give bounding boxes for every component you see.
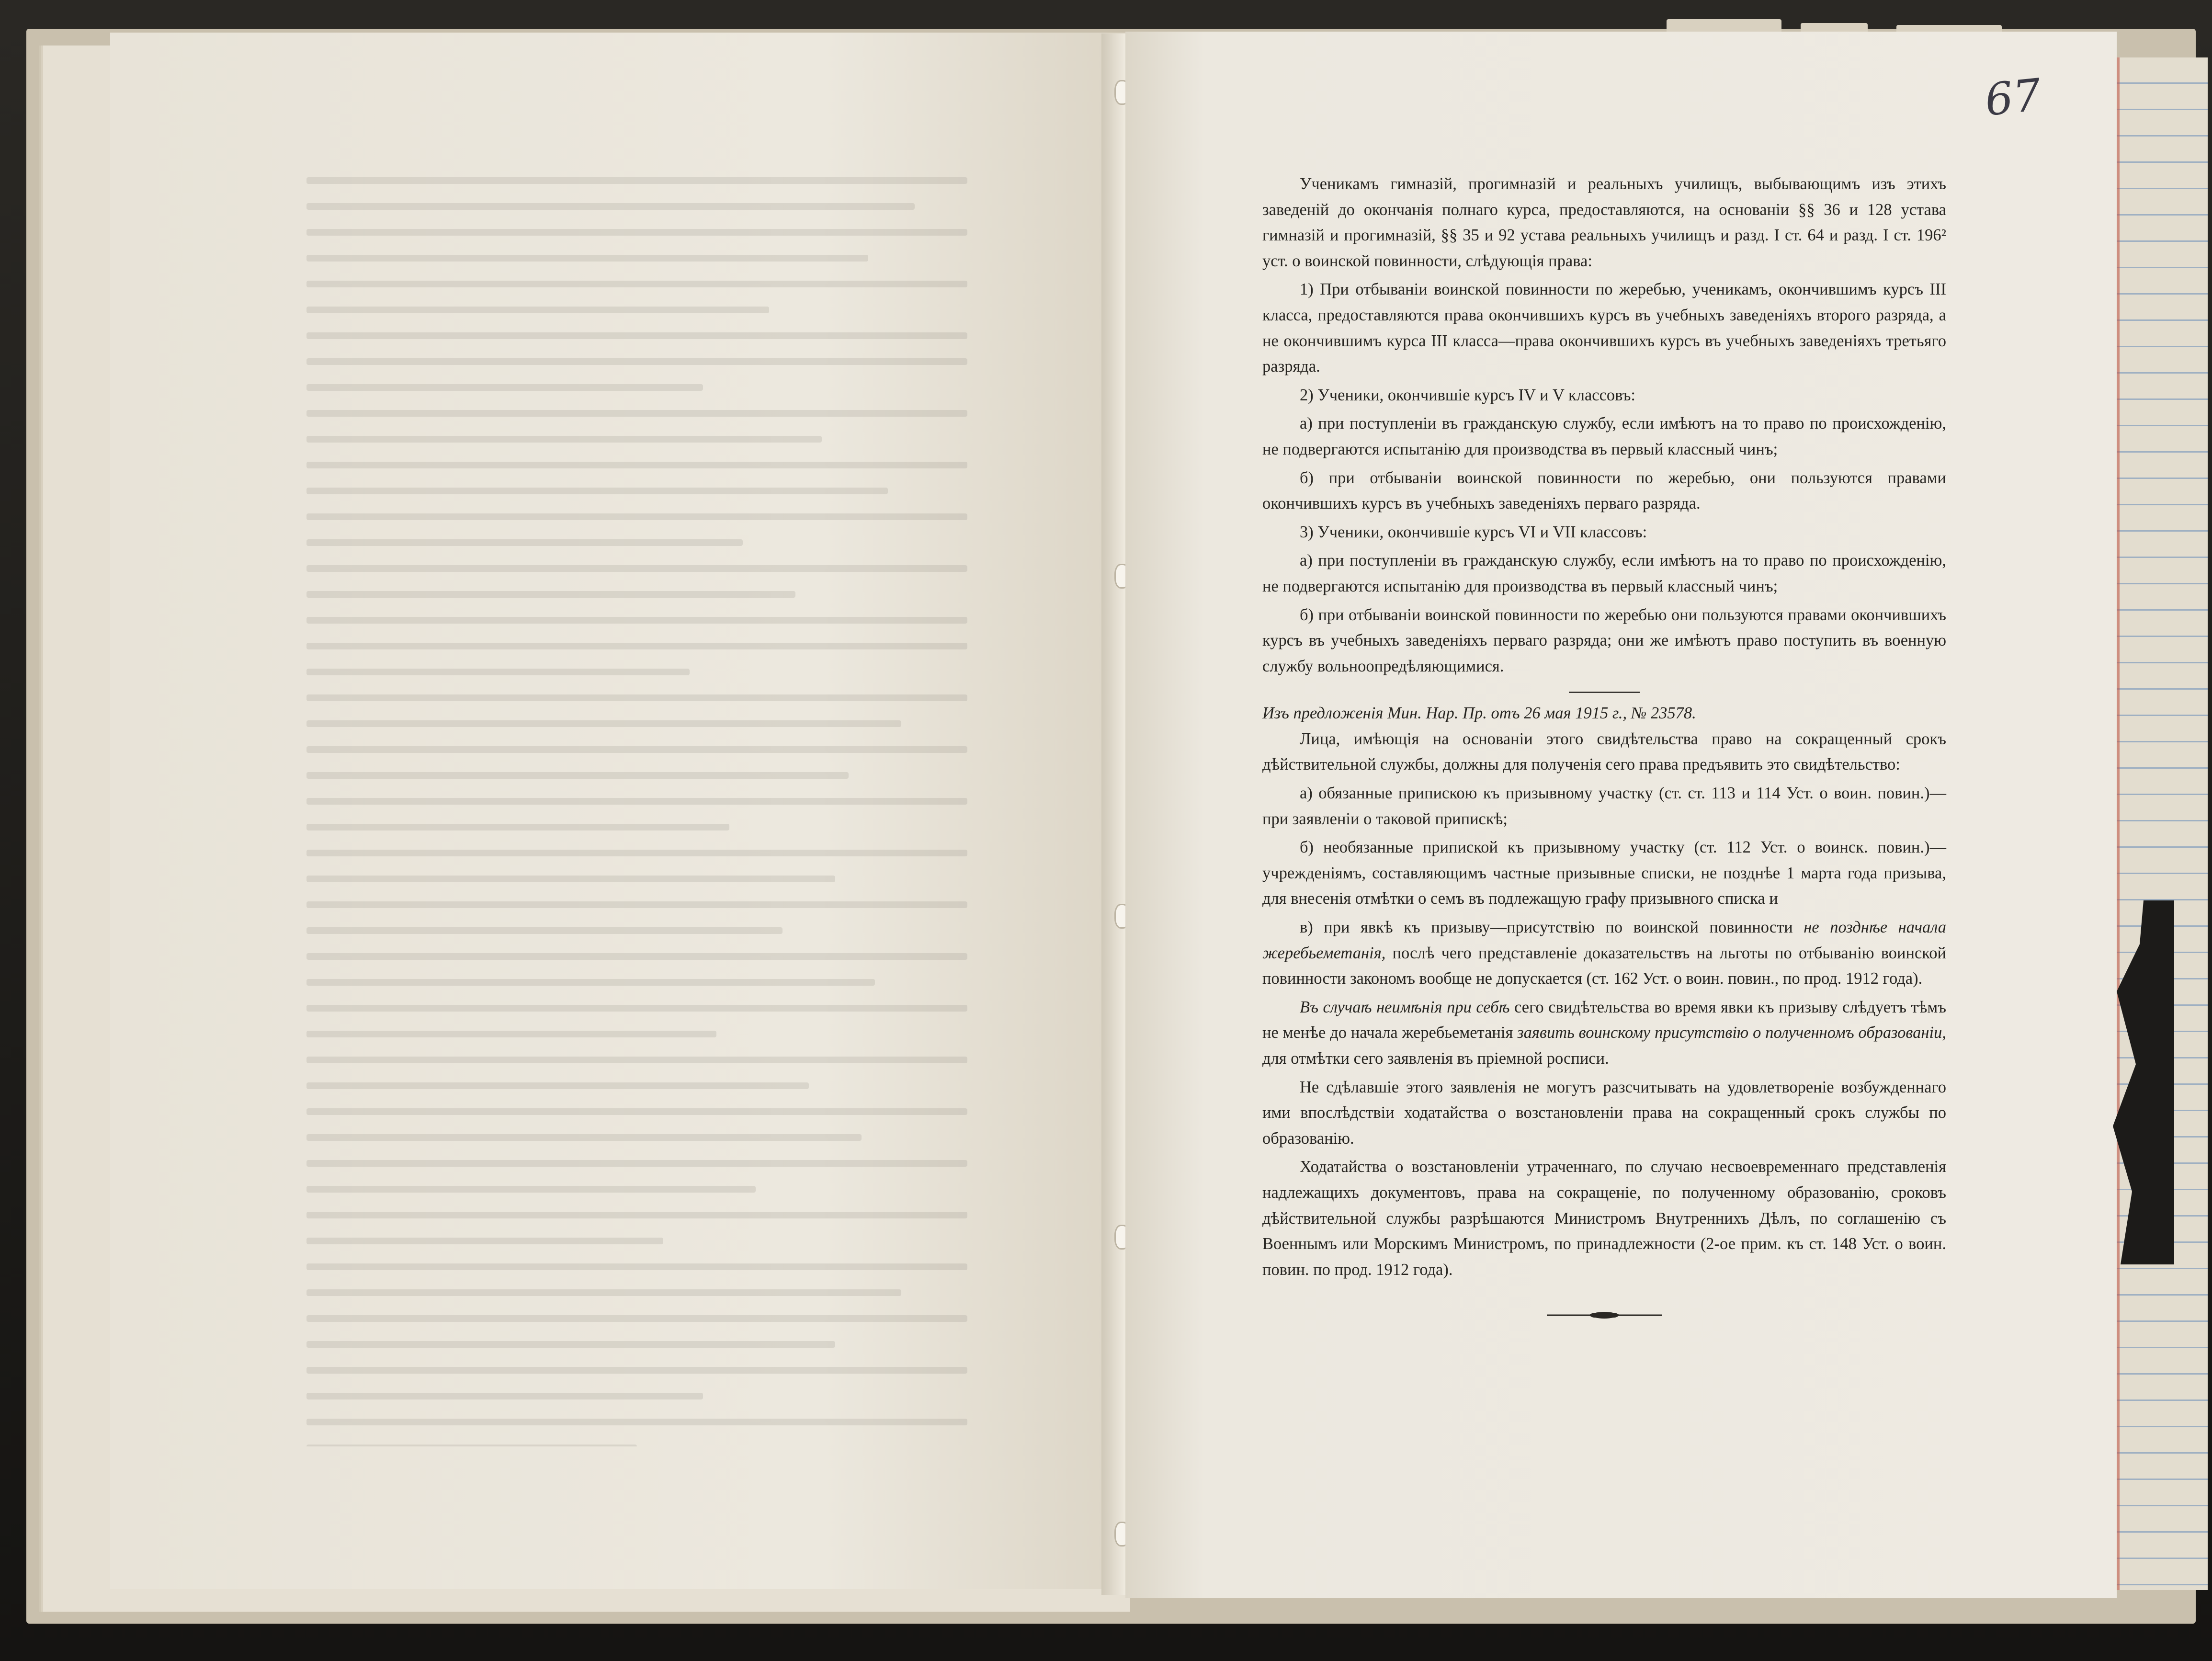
end-ornament — [1547, 1309, 1662, 1321]
paragraph: 1) При отбываніи воинской повинности по жеребью, ученикамъ, окончившимъ курсъ III класса, предоставляются права окончившихъ курсъ въ учебныхъ заведеніяхъ второго разряда, а не окончившимъ курса III класса—права окончившихъ курсъ въ учебныхъ заведеніяхъ третьяго разряда. — [1262, 280, 1946, 376]
document-text — [1262, 171, 1946, 1321]
section-heading: Изъ предложенія Мин. Нар. Пр. отъ 26 мая 1915 г., № 23578. — [1262, 704, 1696, 723]
emphasis-text: заявить воинскому присутствію о полученномъ образованіи, — [1517, 1024, 1946, 1042]
paragraph: а) при поступленіи въ гражданскую службу, если имѣютъ на то право по происхожденію, не подвергаются испытанію для производства въ первый классный чинъ; — [1262, 414, 1946, 458]
paragraph: Ходатайства о возстановленіи утраченнаго, по случаю несвоевременнаго представленія надлежащихъ документовъ, права на сокращеніе, по полученному образованію, сроковъ дѣйствительной службы разрѣшаются Министромъ Внутреннихъ Дѣлъ, по соглашенію съ Военнымъ или Морскимъ Министромъ, по принадлежности (2-ое прим. къ ст. 148 Уст. о воин. повин. по прод. 1912 года). — [1262, 1158, 1946, 1279]
paragraph: б) при отбываніи воинской повинности по жеребью они пользуются правами окончившихъ курсъ въ учебныхъ заведеніяхъ перваго разряда; они же имѣютъ право поступить въ военную службу вольноопредѣляющимися. — [1262, 605, 1946, 675]
paragraph: а) обязанные припискою къ призывному участку (ст. ст. 113 и 114 Уст. о воин. повин.)—при заявленіи о таковой припискѣ; — [1262, 784, 1946, 828]
text-run: в) при явкѣ къ призыву—присутствію по воинской повинности — [1300, 918, 1804, 937]
paragraph: Не сдѣлавшіе этого заявленія не могутъ разсчитывать на удовлетвореніе возбужденнаго ими впослѣдствіи ходатайства о возстановленіи права на сокращенный срокъ службы по образованію. — [1262, 1078, 1946, 1148]
paragraph — [1262, 995, 1946, 1072]
text-run: послѣ чего представленіе доказательствъ на льготы по отбыванію воинской повинности закономъ вообще не допускается (ст. 162 Уст. о воин. повин., по прод. 1912 года). — [1262, 944, 1946, 988]
paragraph: 3) Ученики, окончившіе курсъ VI и VII классовъ: — [1300, 523, 1647, 541]
paragraph: б) необязанные припиской къ призывному участку (ст. 112 Уст. о воинск. повин.)—учрежденіямъ, составляющимъ частные призывные списки, не позднѣе 1 марта года призыва, для внесенія отмѣтки о семъ въ подлежащую графу призывного списка и — [1262, 838, 1946, 908]
paragraph — [1262, 915, 1946, 992]
text-run: сего свидѣтельства во время явки къ призыву слѣдуетъ тѣмъ не менѣе до начала жеребьеметанія — [1262, 998, 1947, 1042]
emphasis-text: Въ случаѣ неимѣнія при себѣ — [1300, 998, 1510, 1016]
paragraph: Лица, имѣющія на основаніи этого свидѣтельства право на сокращенный срокъ дѣйствительной службы, должны для полученія сего права предъявить это свидѣтельство: — [1262, 729, 1946, 774]
text-run: для отмѣтки сего заявленія въ пріемной росписи. — [1262, 1049, 1609, 1068]
paragraph: б) при отбываніи воинской повинности по жеребью, они пользуются правами окончившихъ курсъ въ учебныхъ заведеніяхъ перваго разряда. — [1262, 468, 1946, 513]
page-number: 67 — [1982, 69, 2044, 126]
show-through-text — [306, 177, 967, 1446]
paragraph: а) при поступленіи въ гражданскую службу, если имѣютъ на то право по происхожденію, не подвергаются испытанію для производства въ первый классный чинъ; — [1262, 551, 1946, 595]
paragraph: Ученикамъ гимназій, прогимназій и реальныхъ училищъ, выбывающимъ изъ этихъ заведеній до окончанія полнаго курса, предоставляются, на основаніи §§ 36 и 128 устава гимназій и прогимназій, §§ 35 и 92 устава реальныхъ училищъ и разд. I ст. 64 и разд. I ст. 196² уст. о воинской повинности, слѣдующія права: — [1262, 175, 1946, 270]
emphasis-text: не позднѣе начала жеребьеметанія, — [1262, 918, 1947, 962]
paragraph: 2) Ученики, окончившіе курсъ IV и V классовъ: — [1300, 386, 1636, 404]
section-divider — [1569, 692, 1640, 693]
ledger-sheet — [2117, 57, 2208, 1590]
